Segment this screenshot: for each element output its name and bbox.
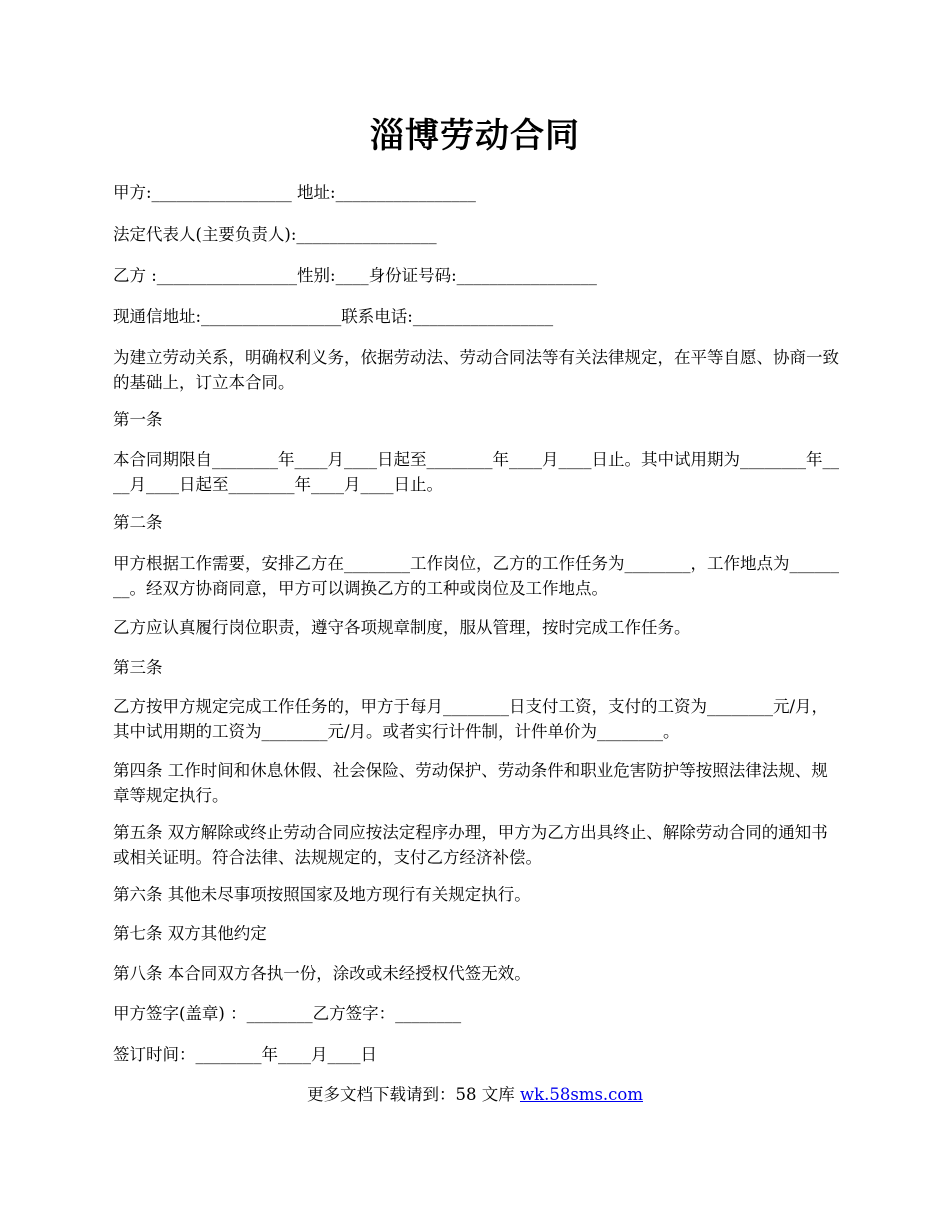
article-4: 第四条 工作时间和休息休假、社会保险、劳动保护、劳动条件和职业危害防护等按照法律法规、规章等规定执行。 bbox=[113, 761, 828, 805]
article-2-duty: 乙方应认真履行岗位职责，遵守各项规章制度，服从管理，按时完成工作任务。 bbox=[113, 618, 691, 637]
article-3-body: 乙方按甲方规定完成工作任务的，甲方于每月________日支付工资，支付的工资为________元/月，其中试用期的工资为________元/月。或者实行计件制，计件单价为________。 bbox=[113, 697, 829, 741]
article-2-title: 第二条 bbox=[113, 513, 163, 532]
address-line: 现通信地址:_________________联系电话:_________________ bbox=[113, 307, 554, 326]
document-title: 淄博劳动合同 bbox=[370, 116, 580, 156]
article-8: 第八条 本合同双方各执一份，涂改或未经授权代签无效。 bbox=[113, 964, 531, 983]
party-b-line: 乙方 :_________________性别:____身份证号码:_________________ bbox=[113, 266, 597, 285]
footer-link[interactable]: wk.58sms.com bbox=[519, 1085, 643, 1104]
article-6: 第六条 其他未尽事项按照国家及地方现行有关规定执行。 bbox=[113, 885, 531, 904]
article-2-body: 甲方根据工作需要，安排乙方在________工作岗位，乙方的工作任务为________，工作地点为________。经双方协商同意，甲方可以调换乙方的工种或岗位及工作地点。 bbox=[113, 554, 839, 598]
article-7: 第七条 双方其他约定 bbox=[113, 924, 267, 943]
legal-representative-line: 法定代表人(主要负责人):_________________ bbox=[113, 225, 437, 244]
party-a-line: 甲方:_________________ 地址:_________________ bbox=[113, 183, 476, 202]
article-1-body: 本合同期限自________年____月____日起至________年____月____日止。其中试用期为________年____月____日起至________年____月____日止。 bbox=[113, 450, 839, 494]
article-1-title: 第一条 bbox=[113, 410, 163, 429]
signing-date-line: 签订时间：________年____月____日 bbox=[113, 1045, 377, 1064]
preamble-paragraph: 为建立劳动关系，明确权利义务，依据劳动法、劳动合同法等有关法律规定，在平等自愿、协商一致的基础上，订立本合同。 bbox=[113, 348, 839, 392]
signatures-line: 甲方签字(盖章) ：________乙方签字：________ bbox=[113, 1004, 462, 1023]
article-3-title: 第三条 bbox=[113, 658, 163, 677]
article-5: 第五条 双方解除或终止劳动合同应按法定程序办理，甲方为乙方出具终止、解除劳动合同的通知书或相关证明。符合法律、法规规定的，支付乙方经济补偿。 bbox=[113, 823, 828, 867]
footer bbox=[0, 1083, 950, 1107]
footer-text: 更多文档下载请到：58 文库 bbox=[306, 1085, 520, 1104]
